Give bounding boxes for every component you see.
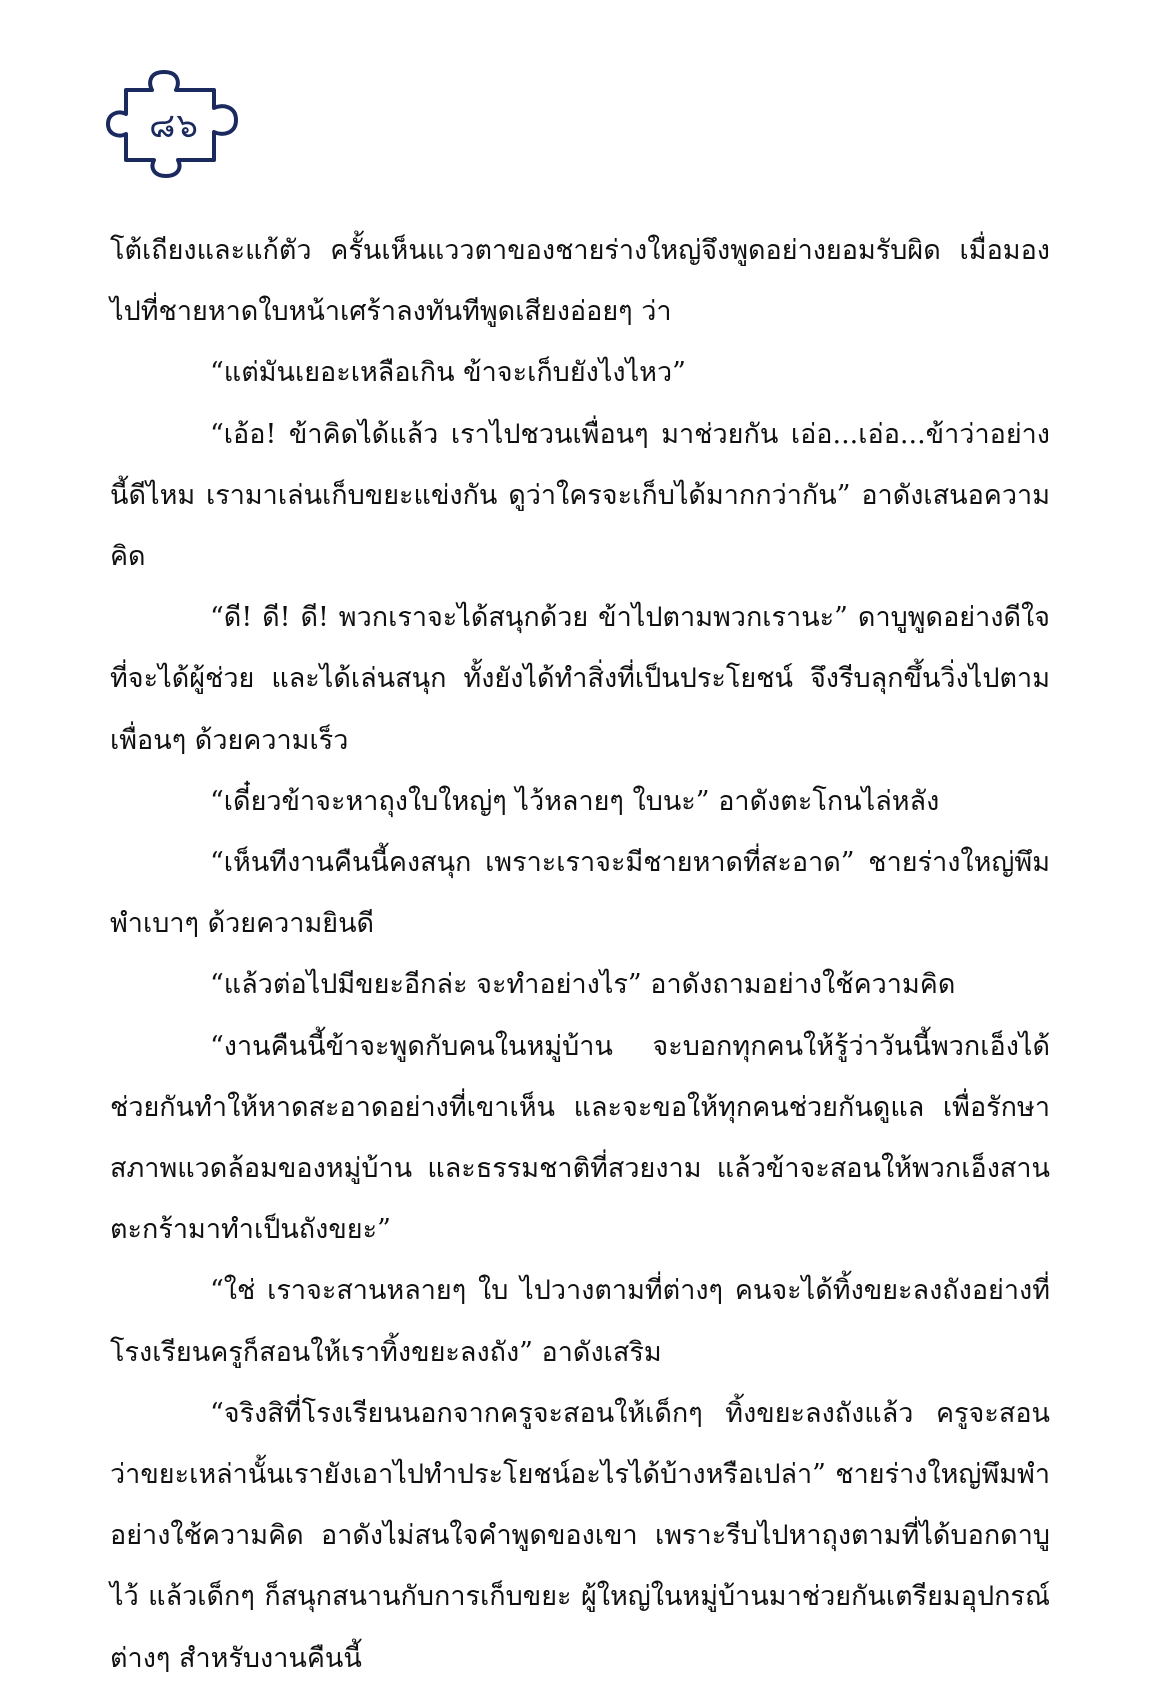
- paragraph-3: “เอ้อ! ข้าคิดได้แล้ว เราไปชวนเพื่อนๆ มาช่วยกัน เอ่อ...เอ่อ...ข้าว่าอย่างนี้ดีไหม เรามาเล่นเก็บขยะแข่งกัน ดูว่าใครจะเก็บได้มากกว่ากัน” อาดังเสนอความคิด: [110, 418, 1050, 573]
- paragraph-5: “เดี๋ยวข้าจะหาถุงใบใหญ่ๆ ไว้หลายๆ ใบนะ” อาดังตะโกนไล่หลัง: [210, 785, 940, 817]
- page-number: ๘๖: [149, 106, 199, 146]
- paragraph-8: “งานคืนนี้ข้าจะพูดกับคนในหมู่บ้าน จะบอกทุกคนให้รู้ว่าวันนี้พวกเอ็งได้ช่วยกันทำให้หาดสะอาดอย่างที่เขาเห็น และจะขอให้ทุกคนช่วยกันดูแล เพื่อรักษาสภาพแวดล้อมของหมู่บ้าน และธรรมชาติที่สวยงาม แล้วข้าจะสอนให้พวกเอ็งสานตะกร้ามาทำเป็นถังขยะ”: [110, 1030, 1050, 1246]
- paragraph-7: “แล้วต่อไปมีขยะอีกล่ะ จะทำอย่างไร” อาดังถามอย่างใช้ความคิด: [210, 969, 956, 1001]
- paragraph-1: โต้เถียงและแก้ตัว ครั้นเห็นแววตาของชายร่างใหญ่จึงพูดอย่างยอมรับผิด เมื่อมองไปที่ชายหาดใบหน้าเศร้าลงทันทีพูดเสียงอ่อยๆ ว่า: [110, 235, 1050, 328]
- story-body: [110, 220, 1050, 1689]
- paragraph-6: “เห็นทีงานคืนนี้คงสนุก เพราะเราจะมีชายหาดที่สะอาด” ชายร่างใหญ่พึมพำเบาๆ ด้วยความยินดี: [110, 847, 1050, 940]
- paragraph-10: “จริงสิที่โรงเรียนนอกจากครูจะสอนให้เด็กๆ ทิ้งขยะลงถังแล้ว ครูจะสอนว่าขยะเหล่านั้นเรายังเอาไปทำประโยชน์อะไรได้บ้างหรือเปล่า” ชายร่างใหญ่พึมพำอย่างใช้ความคิด อาดังไม่สนใจคำพูดของเขา เพราะรีบไปหาถุงตามที่ได้บอกดาบูไว้ แล้วเด็กๆ ก็สนุกสนานกับการเก็บขยะ ผู้ใหญ่ในหมู่บ้านมาช่วยกันเตรียมอุปกรณ์ต่างๆ สำหรับงานคืนนี้: [110, 1397, 1050, 1674]
- paragraph-4: “ดี! ดี! ดี! พวกเราจะได้สนุกด้วย ข้าไปตามพวกเรานะ” ดาบูพูดอย่างดีใจที่จะได้ผู้ช่วย และได้เล่นสนุก ทั้งยังได้ทำสิ่งที่เป็นประโยชน์ จึงรีบลุกขึ้นวิ่งไปตามเพื่อนๆ ด้วยความเร็ว: [110, 602, 1050, 756]
- paragraph-2: “แต่มันเยอะเหลือเกิน ข้าจะเก็บยังไงไหว”: [210, 357, 686, 389]
- page-number-badge: [104, 68, 244, 178]
- paragraph-9: “ใช่ เราจะสานหลายๆ ใบ ไปวางตามที่ต่างๆ คนจะได้ทิ้งขยะลงถังอย่างที่โรงเรียนครูก็สอนให้เราทิ้งขยะลงถัง” อาดังเสริม: [110, 1275, 1050, 1368]
